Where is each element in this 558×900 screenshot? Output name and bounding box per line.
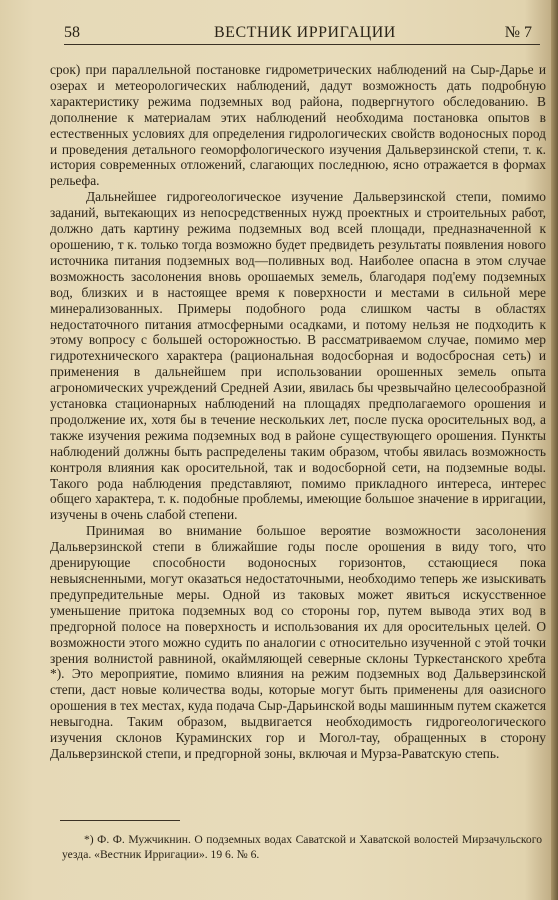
footnote xyxy=(62,832,542,862)
page-header xyxy=(64,22,540,45)
paragraph-2: Дальнейшее гидрогеологическое изучение Дальверзинской степи, помимо заданий, вытекающих из непосредственных нужд проектных и строительных работ, должно дать картину режима подземных вод всей площади, предназначенной к орошению, т к. только тогда возможно будет предвидеть результаты появления нового источника питания подземных вод—поливных вод. Наиболее опасна в этом случае возможность засолонения вновь орошаемых земель, благодаря под'ему подземных вод, близких и в настоящее время к поверхности и местами в сильной мере минерализованных. Примеры подобного рода слишком часты в областях недостаточного питания атмосферными осадками, и потому нельзя не подходить к этому вопросу с большей осторожностью. В рассматриваемом случае, помимо мер гидротехнического характера (рациональная водосборная и водосбросная сеть) и применения в дальнейшем при использовании орошенных земель опыта агрономических учреждений Средней Азии, явилась бы чрезвычайно целесообразной установка стационарных наблюдений на площадях предполагаемого орошения и продолжение их, хотя бы в течение нескольких лет, после пуска оросительных вод, а также изучения режима подземных вод в районе существующего орошения. Пункты наблюдений должны быть распределены таким образом, чтобы явилась возможность контроля влияния как оросительной, так и водосборной сети, на подземные воды. Такого рода наблюдения представляют, помимо прикладного интереса, интерес общего характера, т. к. подобные проблемы, имеющие большое значение в ирригации, изучены в очень слабой степени. xyxy=(50,189,546,523)
page-edge-shadow xyxy=(551,0,558,900)
paragraph-3: Принимая во внимание большое вероятие возможности засолонения Дальверзинской степи в ближайшие годы после орошения в виду того, что дренирующие способности водоносных горизонтов, сстающиеся пока невыясненными, могут оказаться недостаточными, необходимо теперь же изыскивать предупредительные меры. Одной из таковых может явиться искусственное уменьшение притока подземных вод со стороны гор, путем вывода этих вод в предгорной полосе на поверхность и использования их для оросительных целей. О возможности этого можно судить по аналогии с относительно изученной с этой точки зрения волнистой равниной, окаймляющей северные склоны Туркестанского хребта *). Это мероприятие, помимо влияния на режим подземных вод Дальверзинской степи, даст новые количества воды, которые могут быть применены для оазисного орошения в тех местах, куда подача Сыр-Дарьинской воды машинным путем скажется невыгодна. Таким образом, выдвигается необходимость гидрогеологического изучения склонов Кураминских гор и Могол-тау, обращенных в сторону Дальверзинской степи, и предгорной зоны, включая и Мурза-Раватскую степь. xyxy=(50,523,546,761)
footnote-divider xyxy=(60,820,180,821)
body-text xyxy=(50,62,546,762)
journal-title: ВЕСТНИК ИРРИГАЦИИ xyxy=(214,24,396,41)
paragraph-1: срок) при параллельной постановке гидрометрических наблюдений на Сыр-Дарье и озерах и метеорологических наблюдений, дадут возможность дать подробную характеристику режима подземных вод района, подвергнутого обследованию. В дополнение к материалам этих наблюдений необходима постановка опытов в естественных условиях для определения гидрологических свойств водоносных пород и проведения детального геоморфологического изучения Дальверзинской степи, т. к. история современных отложений, слагающих последнюю, ясно отражается в формах рельефа. xyxy=(50,62,546,189)
issue-number: № 7 xyxy=(504,24,532,41)
footnote-text: *) Ф. Ф. Мужчикнин. О подземных водах Саватской и Хаватской волостей Мирзачульского уезда. «Вестник Ирригации». 19 6. № 6. xyxy=(62,833,542,861)
page-number: 58 xyxy=(64,24,80,41)
